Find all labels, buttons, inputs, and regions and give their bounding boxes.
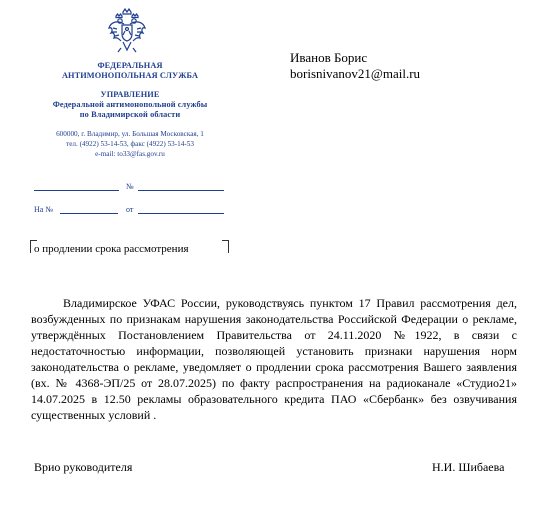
letter-subject: о продлении срока рассмотрения xyxy=(34,243,189,255)
from-label: от xyxy=(126,205,134,214)
dept-name-line1: УПРАВЛЕНИЕ xyxy=(100,90,160,99)
sender-email: e-mail: to33@fas.gov.ru xyxy=(95,150,165,158)
dept-name-line3: по Владимирской области xyxy=(79,110,181,119)
outgoing-number-blank-2 xyxy=(138,190,224,191)
number-label: № xyxy=(126,182,134,191)
reference-label: На № xyxy=(34,205,53,214)
recipient-block xyxy=(290,50,420,82)
recipient-name: Иванов Борис xyxy=(290,50,368,65)
recipient-email: borisnivanov21@mail.ru xyxy=(290,66,421,81)
outgoing-number-blank xyxy=(34,190,119,191)
org-name-line1: ФЕДЕРАЛЬНАЯ xyxy=(97,61,163,70)
sender-phone: тел. (4922) 53-14-53, факс (4922) 53-14-53 xyxy=(66,140,194,148)
reference-number-blank xyxy=(60,213,118,214)
reference-date-blank xyxy=(138,213,224,214)
subject-bracket-right xyxy=(222,240,229,253)
letter-body xyxy=(31,295,517,423)
coat-of-arms-icon xyxy=(107,8,147,54)
body-paragraph: Владимирское УФАС России, руководствуясь пунктом 17 Правил рассмотрения дел, возбужденных по признакам нарушения законодательства Российской Федерации о рекламе, утверждённых Постановлением Правительства от 24.11.2020 №1922, в связи с недостаточностью информации, позволяющей установить признаки нарушения норм законодательства о рекламе, уведомляет о продлении срока рассмотрения Вашего заявления (вх. № 4368-ЭП/25 от 28.07.2025) по факту распространения на радиоканале «Студио21» 14.07.2025 в 12.50 рекламы образовательного кредита ПАО «Сбербанк» без озвучивания существенных условий . xyxy=(31,296,517,422)
signatory-position: Врио руководителя xyxy=(34,460,133,474)
signatory-name: Н.И. Шибаева xyxy=(432,460,505,474)
dept-name-line2: Федеральной антимонопольной службы xyxy=(52,100,208,109)
org-name-line2: АНТИМОНОПОЛЬНАЯ СЛУЖБА xyxy=(61,71,199,80)
sender-address: 600000, г. Владимир, ул. Большая Московская, 1 xyxy=(56,130,204,138)
